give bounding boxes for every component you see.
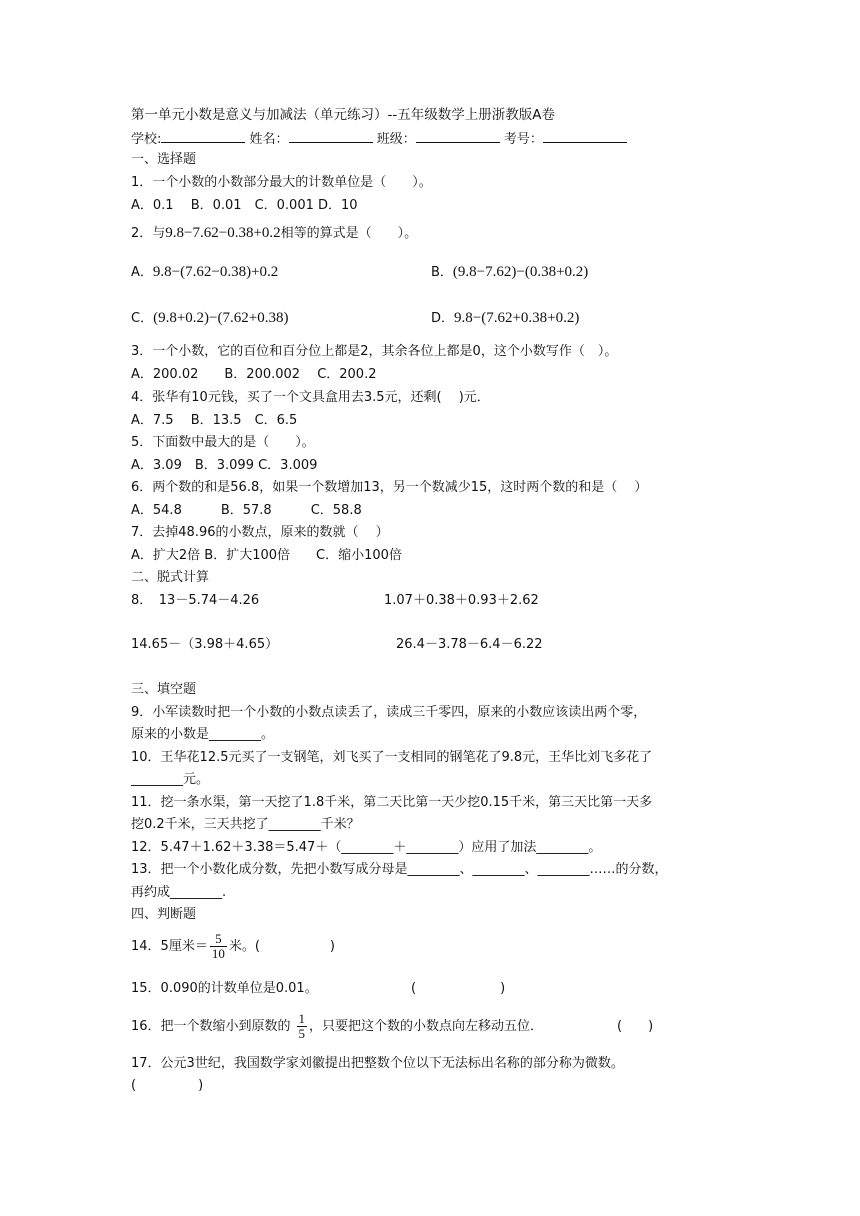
question-7-options: A．扩大2倍 B．扩大100倍 C．缩小100倍 — [131, 548, 402, 563]
question-15-statement: 15．0.090的计数单位是0.01。 — [131, 981, 318, 996]
question-2-suffix: 相等的算式是（ ）。 — [280, 226, 418, 241]
student-info-line — [131, 129, 627, 149]
option-b-expression: (9.8−7.62)−(0.38+0.2) — [452, 264, 589, 280]
question-13-line-2: 再约成________. — [131, 885, 227, 900]
question-2-option-b — [431, 263, 588, 282]
question-15-answer-parens[interactable] — [411, 980, 505, 998]
section-heading-choice: 一、选择题 — [131, 152, 197, 167]
fraction-numerator: 1 — [298, 1011, 306, 1026]
school-blank[interactable] — [161, 129, 245, 143]
question-3-options: A．200.02 B．200.002 C．200.2 — [131, 367, 377, 382]
question-2-expression: 9.8−7.62−0.38+0.2 — [165, 225, 281, 241]
option-c-label: C． — [131, 311, 154, 326]
question-14-text — [131, 932, 335, 962]
question-6-options: A．54.8 B．57.8 C．58.8 — [131, 503, 362, 518]
option-a-expression: 9.8−(7.62−0.38)+0.2 — [152, 264, 279, 280]
question-11-line-1: 11．挖一条水渠，第一天挖了1.8千米，第二天比第一天少挖0.15千米，第三天比第一天多 — [131, 795, 653, 810]
name-label: 姓名： — [249, 132, 289, 147]
question-8-expression-4: 26.4－3.78－6.4－6.22 — [396, 637, 543, 652]
question-16-suffix: ，只要把这个数的小数点向左移动五位． — [309, 1019, 544, 1034]
question-15-close-paren: ) — [500, 981, 506, 996]
question-16-text — [131, 1012, 543, 1042]
question-9-line-1: 9．小军读数时把一个小数的小数点读丢了，读成三千零四，原来的小数应该读出两个零， — [131, 705, 647, 720]
option-d-label: D． — [431, 311, 455, 326]
fraction-denominator: 5 — [298, 1026, 306, 1041]
question-14-close-paren: ) — [329, 939, 335, 954]
option-d-expression: 9.8−(7.62+0.38+0.2) — [454, 310, 580, 326]
option-a-label: A． — [131, 265, 153, 280]
question-10-line-2: ________元。 — [131, 772, 210, 787]
question-11-line-2: 挖0.2千米，三天共挖了________千米？ — [131, 817, 360, 832]
question-5-options: A．3.09 B．3.099 C．3.009 — [131, 458, 318, 473]
option-c-expression: (9.8+0.2)−(7.62+0.38) — [153, 310, 289, 326]
question-2-option-c — [131, 309, 288, 328]
question-15-open-paren: ( — [411, 981, 417, 996]
question-3-text: 3．一个小数，它的百位和百分位上都是2，其余各位上都是0，这个小数写作（ ）。 — [131, 344, 618, 359]
question-1-text: 1．一个小数的小数部分最大的计数单位是（ ）。 — [131, 175, 432, 190]
question-17-close-paren: ) — [198, 1078, 204, 1093]
school-label: 学校: — [131, 132, 162, 147]
question-16-prefix: 16．把一个数缩小到原数的 — [131, 1019, 291, 1034]
question-7-text: 7．去掉48.96的小数点，原来的数就（ ） — [131, 525, 389, 540]
question-15-text — [131, 980, 318, 998]
fraction-numerator: 5 — [210, 932, 227, 947]
option-b-label: B． — [431, 265, 453, 280]
question-1-options: A．0.1 B．0.01 C．0.001 D．10 — [131, 198, 358, 213]
question-8-expression-2: 1.07＋0.38＋0.93＋2.62 — [384, 593, 539, 608]
question-4-options: A．7.5 B．13.5 C．6.5 — [131, 413, 298, 428]
question-10-line-1: 10．王华花12.5元买了一支钢笔，刘飞买了一支相同的钢笔花了9.8元，王华比刘飞多花了 — [131, 750, 653, 765]
question-2-option-d — [431, 309, 579, 328]
question-5-text: 5．下面数中最大的是（ ）。 — [131, 435, 315, 450]
class-blank[interactable] — [416, 129, 500, 143]
question-4-text: 4．张华有10元钱，买了一个文具盒用去3.5元，还剩( )元． — [131, 390, 490, 405]
section-heading-fill-in: 三、填空题 — [131, 682, 197, 697]
question-14-suffix: 米。( — [228, 939, 260, 954]
exam-number-blank[interactable] — [543, 129, 627, 143]
question-16-answer-parens[interactable]: ( ) — [617, 1019, 654, 1034]
question-14-fraction — [210, 932, 227, 961]
question-12-text: 12．5.47＋1.62＋3.38＝5.47＋（________＋________）应用了加法________。 — [131, 840, 602, 855]
document-title: 第一单元小数是意义与加减法（单元练习）--五年级数学上册浙教版A卷 — [131, 107, 555, 123]
exam-number-label: 考号： — [503, 132, 543, 147]
question-17-answer-parens[interactable] — [131, 1077, 203, 1095]
question-8-expression-3: 14.65－（3.98＋4.65） — [131, 637, 279, 652]
question-2-option-a — [131, 263, 278, 282]
question-13-line-1: 13．把一个小数化成分数，先把小数写成分母是________、________、________……的分数， — [131, 862, 668, 877]
question-2-text — [131, 224, 417, 243]
question-17-line-1: 17．公元3世纪，我国数学家刘徽提出把整数个位以下无法标出名称的部分称为微数。 — [131, 1056, 624, 1071]
class-label: 班级： — [376, 132, 416, 147]
question-17-open-paren: ( — [131, 1078, 137, 1093]
question-6-text: 6．两个数的和是56.8，如果一个数增加13，另一个数减少15，这时两个数的和是（ ） — [131, 480, 648, 495]
name-blank[interactable] — [289, 129, 373, 143]
question-16-fraction — [297, 1012, 308, 1041]
section-heading-calculation: 二、脱式计算 — [131, 570, 210, 585]
question-9-line-2: 原来的小数是________。 — [131, 727, 275, 742]
question-8-expression-1: 8． 13－5.74－4.26 — [131, 593, 260, 608]
question-14-prefix: 14．5厘米＝ — [131, 939, 208, 954]
section-heading-true-false: 四、判断题 — [131, 907, 197, 922]
fraction-denominator: 10 — [211, 946, 225, 961]
question-2-prefix: 2．与 — [131, 226, 166, 241]
